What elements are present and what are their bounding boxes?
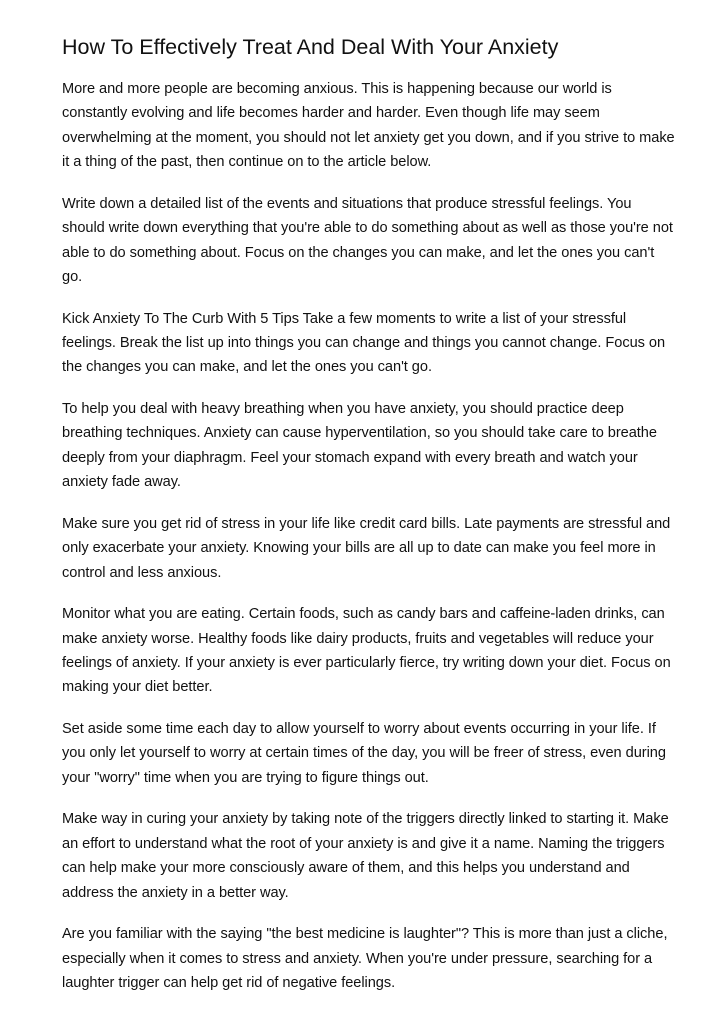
paragraph-write-list: Write down a detailed list of the events and situations that produce stressful feelings. You should write down everything that you're able to do something about as well as those you're not able to do something about. Focus on the changes you can make, and let the ones you can't go. [62,195,673,286]
paragraph-bills: Make sure you get rid of stress in your life like credit card bills. Late payments are stressful and only exacerbate your anxiety. Knowing your bills are all up to date can make you feel more in control and less anxious. [62,515,671,581]
paragraph-breathing: To help you deal with heavy breathing when you have anxiety, you should practice deep breathing techniques. Anxiety can cause hyperventilation, so you should take care to breathe deeply from your diaphragm. Feel your stomach expand with every breath and watch your anxiety fade away. [62,401,657,491]
paragraph-kick-anxiety: Kick Anxiety To The Curb With 5 Tips Take a few moments to write a list of your stressful feelings. Break the list up into things you can change and things you cannot change. Focus on the changes you can make, and let the ones you can't go. [62,310,666,376]
paragraph-triggers: Make way in curing your anxiety by taking note of the triggers directly linked to starting it. Make an effort to understand what the root of your anxiety is and give it a name. Naming the triggers can help make your more consciously aware of them, and this helps you understand and address the anxiety in a better way. [62,811,669,901]
paragraph-diet: Monitor what you are eating. Certain foods, such as candy bars and caffeine-laden drinks, can make anxiety worse. Healthy foods like dairy products, fruits and vegetables will reduce your feelings of anxiety. If your anxiety is ever particularly fierce, try writing down your diet. Focus on making your diet better. [62,606,671,696]
paragraph-laughter: Are you familiar with the saying "the best medicine is laughter"? This is more than just a cliche, especially when it comes to stress and anxiety. When you're under pressure, searching for a laughter trigger can help get rid of negative feelings. [62,926,668,992]
paragraph-worry-time: Set aside some time each day to allow yourself to worry about events occurring in your life. If you only let yourself to worry at certain times of the day, you will be freer of stress, even during your "worry" time when you are trying to figure things out. [62,721,666,786]
paragraph-intro: More and more people are becoming anxious. This is happening because our world is constantly evolving and life becomes harder and harder. Even though life may seem overwhelming at the moment, you should not let anxiety get you down, and if you strive to make it a thing of the past, then continue on to the article below. [62,81,675,171]
document-title: How To Effectively Treat And Deal With Your Anxiety [62,35,559,59]
